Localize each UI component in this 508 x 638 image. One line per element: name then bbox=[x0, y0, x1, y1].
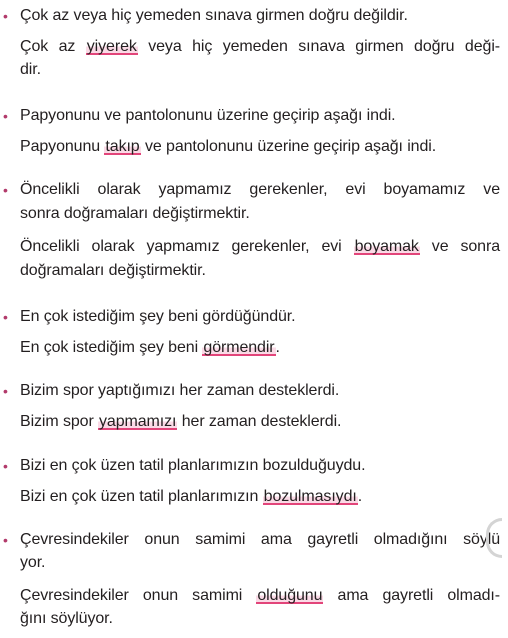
bullet-icon: • bbox=[3, 8, 8, 24]
revised-sentence: Çevresindekiler onun samimi olduğunu ama gayretli olmadı- bbox=[20, 587, 500, 604]
revised-sentence: Çok az yiyerek veya hiç yemeden sınava girmen doğru deği- bbox=[20, 38, 501, 55]
original-sentence: Çevresindekiler onun samimi ama gayretli olmadığını söylü bbox=[20, 531, 500, 548]
bullet-icon: • bbox=[3, 383, 8, 399]
highlighted-word: yiyerek bbox=[86, 38, 137, 55]
revised-sentence-continued: doğramaları değiştirmektir. bbox=[20, 262, 206, 279]
highlighted-word: olduğunu bbox=[257, 587, 323, 604]
revised-sentence: En çok istediğim şey beni görmendir. bbox=[20, 339, 280, 356]
highlighted-word: yapmamızı bbox=[99, 413, 177, 430]
highlighted-word: boyamak bbox=[354, 238, 419, 255]
bullet-icon: • bbox=[3, 108, 8, 124]
highlighted-word: görmendir bbox=[203, 339, 275, 356]
original-sentence-continued: sonra doğramaları değiştirmektir. bbox=[20, 205, 250, 222]
original-sentence: Öncelikli olarak yapmamız gerekenler, evi boyamamız ve bbox=[20, 181, 500, 198]
revised-sentence: Öncelikli olarak yapmamız gerekenler, evi boyamak ve sonra bbox=[20, 238, 501, 255]
bullet-icon: • bbox=[3, 532, 8, 548]
bullet-icon: • bbox=[3, 309, 8, 325]
revised-sentence: Bizim spor yapmamızı her zaman desteklerdi. bbox=[20, 413, 342, 430]
revised-sentence-continued: ğını söylüyor. bbox=[20, 610, 113, 627]
bullet-icon: • bbox=[3, 182, 8, 198]
original-sentence-continued: yor. bbox=[20, 554, 46, 571]
original-sentence: Çok az veya hiç yemeden sınava girmen doğru değildir. bbox=[20, 7, 408, 24]
original-sentence: Bizim spor yaptığımızı her zaman desteklerdi. bbox=[20, 382, 340, 399]
revised-sentence-continued: dir. bbox=[20, 61, 41, 78]
bullet-icon: • bbox=[3, 458, 8, 474]
revised-sentence: Papyonunu takıp ve pantolonunu üzerine geçirip aşağı indi. bbox=[20, 138, 437, 155]
original-sentence: Bizi en çok üzen tatil planlarımızın bozulduğuydu. bbox=[20, 457, 366, 474]
revised-sentence: Bizi en çok üzen tatil planlarımızın bozulmasıydı. bbox=[20, 488, 363, 505]
highlighted-word: bozulmasıydı bbox=[263, 488, 357, 505]
original-sentence: En çok istediğim şey beni gördüğündür. bbox=[20, 308, 296, 325]
original-sentence: Papyonunu ve pantolonunu üzerine geçirip aşağı indi. bbox=[20, 107, 396, 124]
highlighted-word: takıp bbox=[105, 138, 140, 155]
